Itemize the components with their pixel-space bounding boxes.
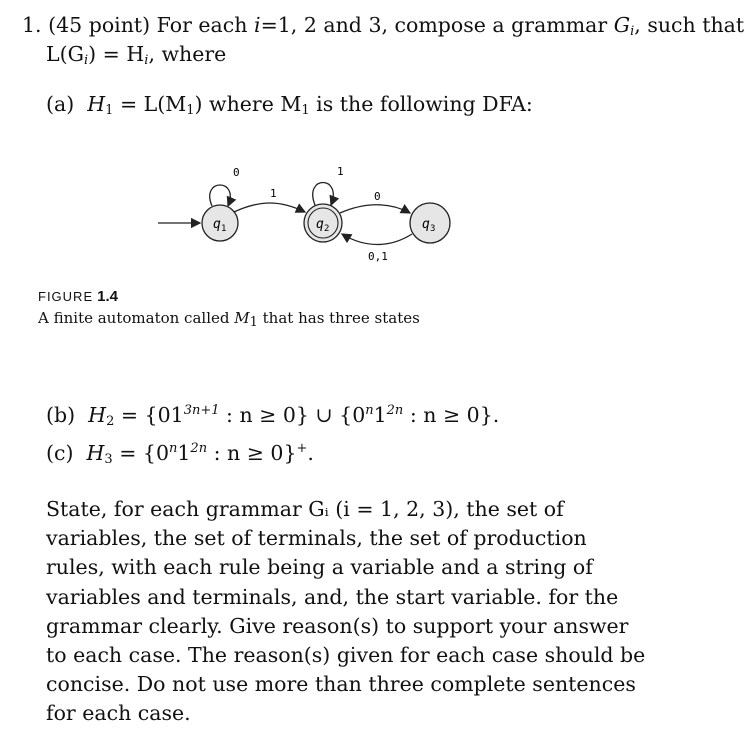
edge-q1-q2 bbox=[234, 203, 305, 212]
q2-q3-label: 0 bbox=[374, 190, 381, 203]
figure-caption: A finite automaton called $M_1$ that has three states bbox=[38, 309, 420, 330]
part-b: (b) $H_2 = \{01^{3n+1}$ : n ≥ 0} ∪ {$0^n1^{2n}$ : n ≥ 0}. bbox=[46, 403, 500, 429]
figure-label: FIGURE 1.4 bbox=[38, 288, 118, 305]
edge-q3-q2 bbox=[342, 234, 412, 245]
instructions-paragraph: State, for each grammar Gᵢ (i = 1, 2, 3), the set of variables, the set of terminals, the set of production rules, with each rule being a variable and a string of variables and terminals, and, the start variable. for the grammar clearly. Give reason(s) to support your answer to each case. The reason(s) given for each case should be concise. Do not use more than three complete sentences for each case. bbox=[46, 497, 646, 726]
state-q1 bbox=[202, 205, 238, 241]
state-q2 bbox=[304, 204, 342, 242]
q1-self-loop bbox=[210, 185, 231, 206]
svg-text:2: 2 bbox=[324, 224, 330, 234]
part-a: (a) $H_1 = L(M_1)$ where $M_1$ is the following DFA: bbox=[46, 92, 533, 118]
svg-text:q: q bbox=[316, 217, 324, 232]
svg-text:3: 3 bbox=[430, 224, 436, 234]
edge-q2-q3 bbox=[340, 205, 410, 213]
svg-text:q: q bbox=[213, 217, 221, 232]
q1-loop-label: 0 bbox=[233, 166, 240, 179]
problem-line-2: $L(G_i) = H_i$, where bbox=[46, 42, 227, 68]
q2-loop-label: 1 bbox=[337, 165, 344, 178]
q2-self-loop bbox=[313, 183, 334, 206]
q3-q2-label: 0,1 bbox=[368, 250, 388, 263]
svg-text:q: q bbox=[422, 217, 430, 232]
problem-line-1: 1. (45 point) For each i=1, 2 and 3, compose a grammar $G_i$, such that bbox=[22, 13, 744, 39]
dfa-diagram bbox=[150, 160, 470, 270]
svg-text:1: 1 bbox=[221, 224, 227, 234]
part-c: (c) $H_3 = \{0^n1^{2n}$ : n ≥ 0}+. bbox=[46, 441, 314, 467]
q1-q2-label: 1 bbox=[270, 187, 277, 200]
problem-number: 1. bbox=[22, 13, 42, 37]
state-q3 bbox=[410, 203, 450, 243]
